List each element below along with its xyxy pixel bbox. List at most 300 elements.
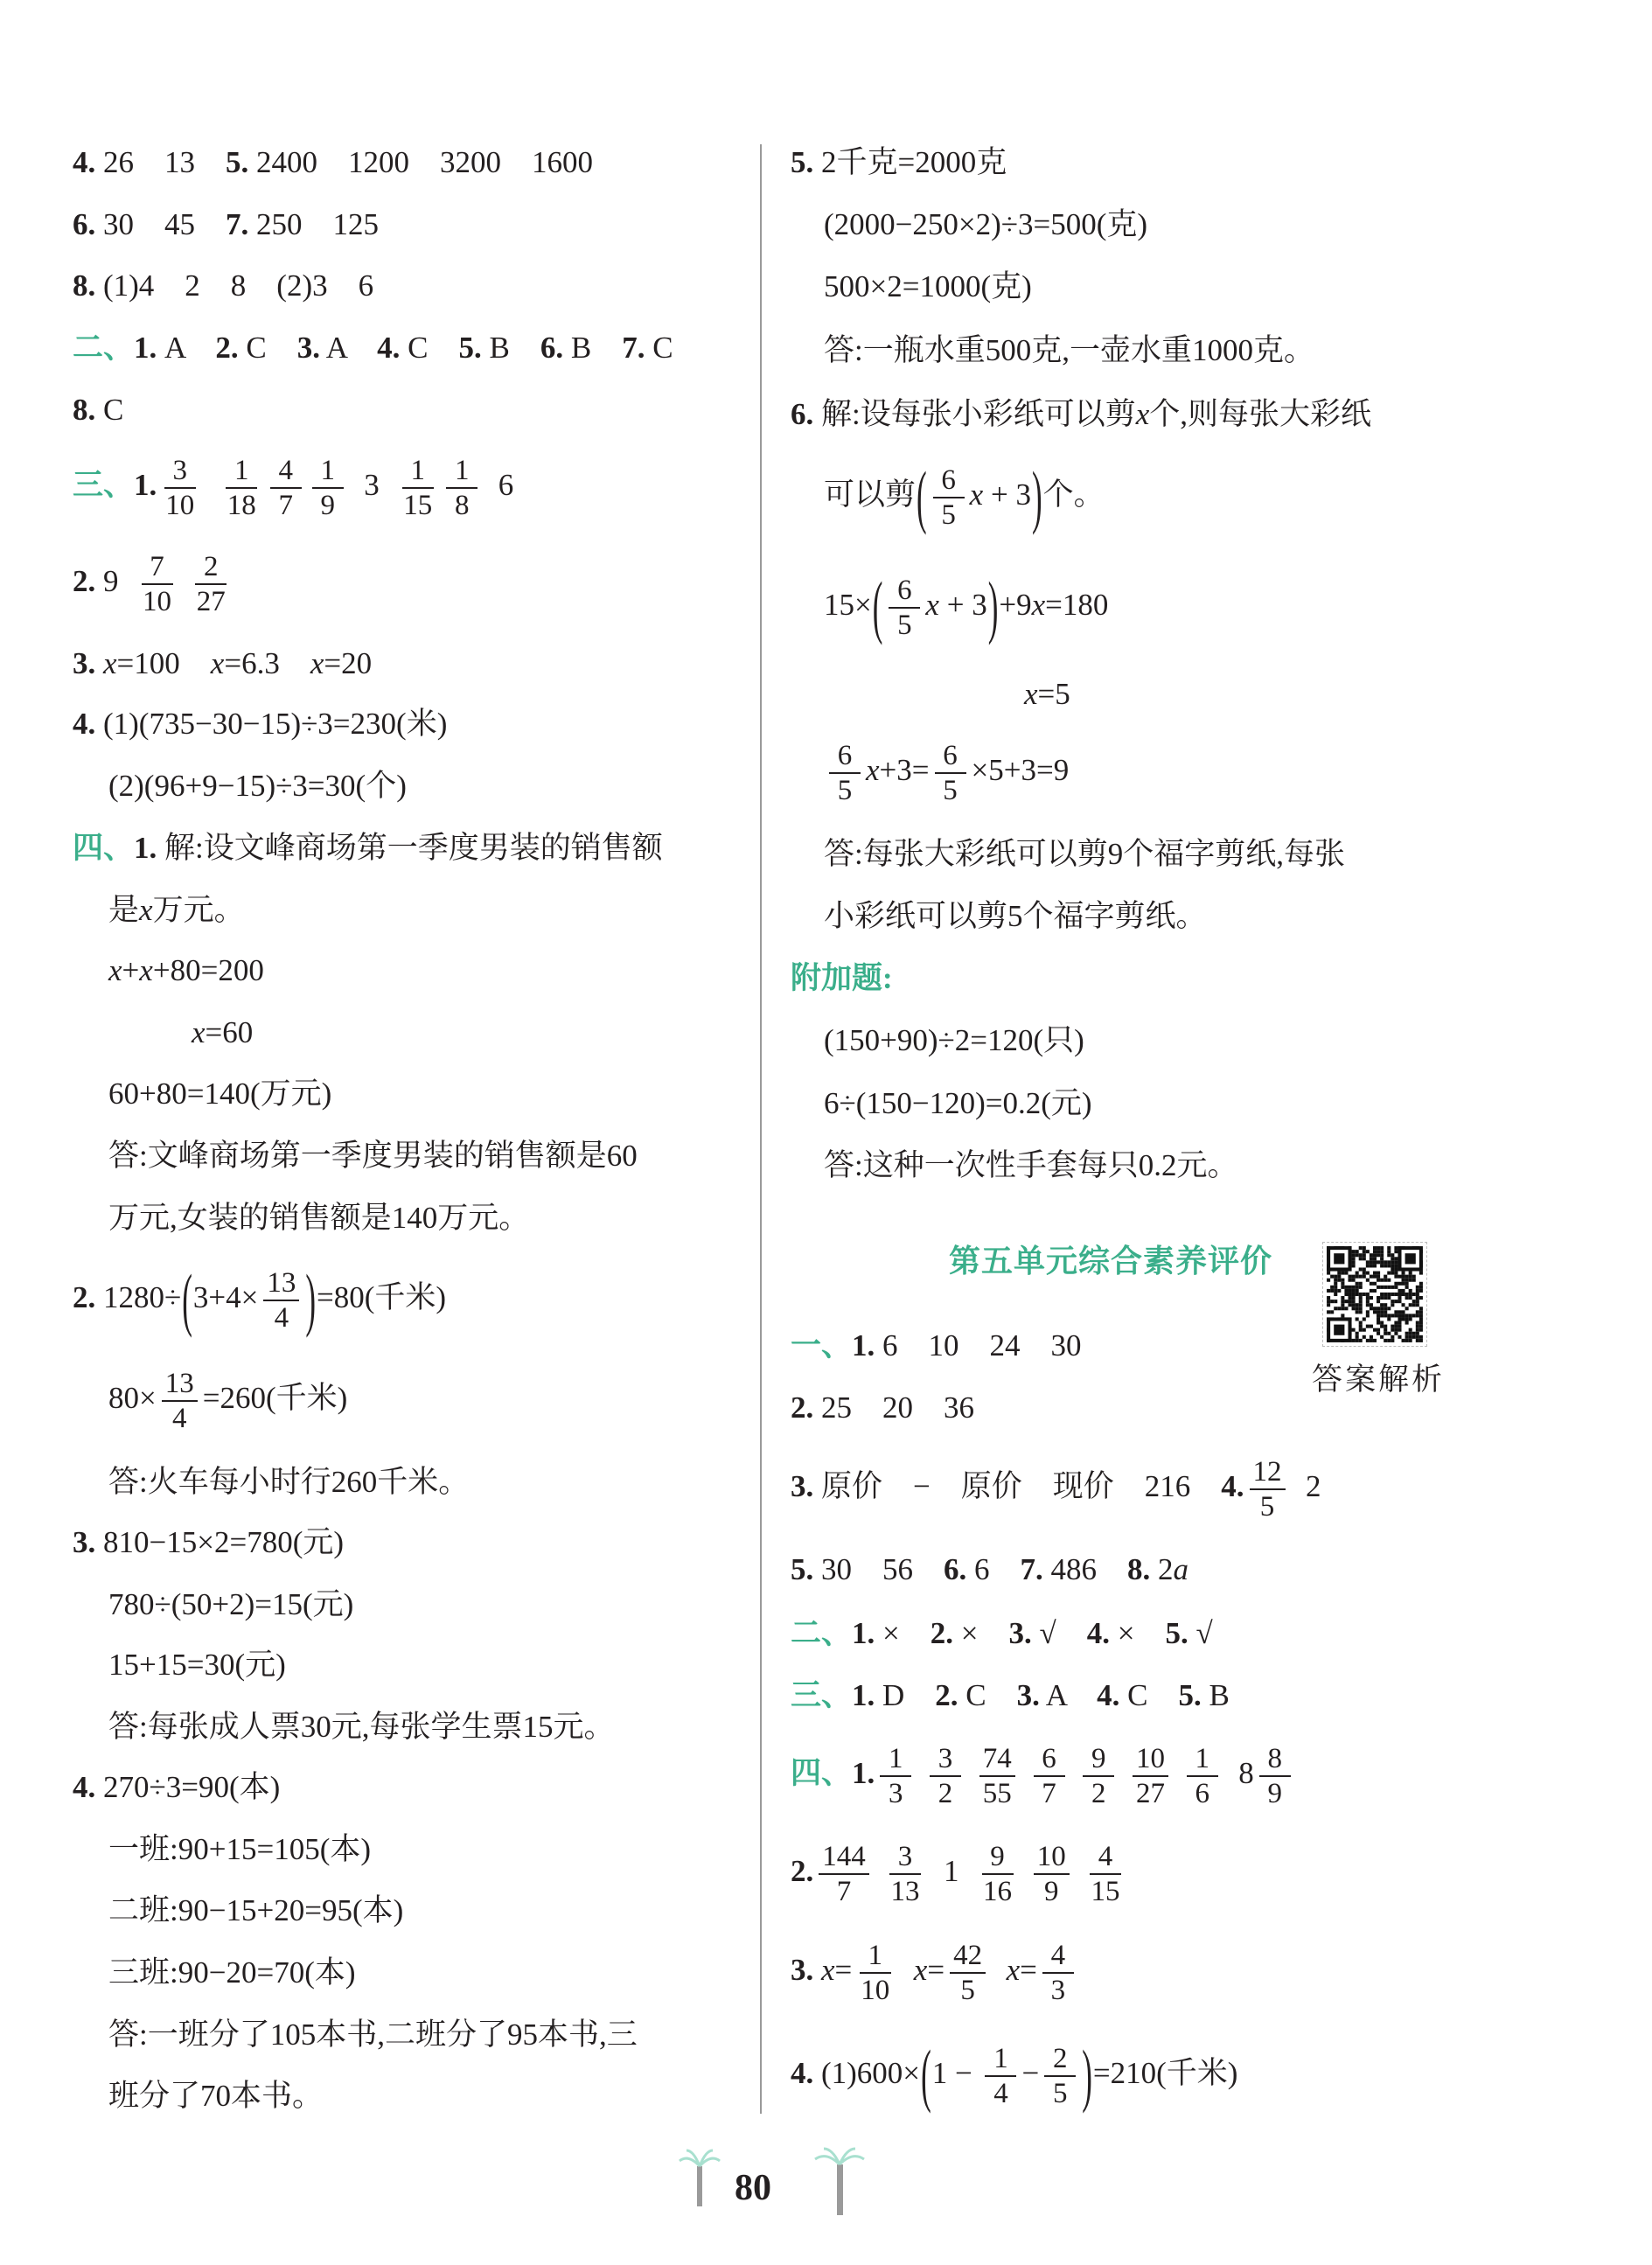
answer-text: √ — [1031, 1616, 1087, 1650]
bonus-heading — [791, 961, 893, 996]
numerator: 3 — [930, 1742, 961, 1777]
answer-text: 500×2=1000(克) — [824, 269, 1032, 303]
answer-text: × — [875, 1616, 931, 1650]
item-number: 2. — [215, 331, 239, 365]
item-number: 5. — [1165, 1616, 1188, 1650]
answer-line — [108, 1955, 356, 1990]
answer-line — [791, 1328, 1082, 1363]
answer-text: C — [1119, 1678, 1179, 1712]
big-paren: ( — [921, 2036, 931, 2115]
denominator: 13 — [890, 1876, 920, 1907]
fraction — [162, 454, 198, 522]
answer-text: × — [953, 1616, 1009, 1650]
answer-line — [73, 1525, 344, 1560]
answer-line — [824, 1023, 1084, 1058]
numerator: 8 — [1259, 1742, 1291, 1777]
denominator: 8 — [455, 490, 470, 521]
item-number: 4. — [1086, 1616, 1110, 1650]
item-number: 3. — [1016, 1678, 1040, 1712]
fraction — [312, 454, 344, 522]
answer-line — [108, 1648, 286, 1683]
answer-line — [73, 393, 123, 428]
answer-text: 1280÷ — [95, 1280, 182, 1315]
item-number: 3. — [1008, 1616, 1032, 1650]
answer-text: 答:一瓶水重500克,一壶水重1000克。 — [824, 333, 1314, 367]
fraction — [139, 550, 175, 618]
item-number: 4. — [1221, 1469, 1244, 1504]
answer-text: (2000−250×2)÷3=500(克) — [824, 207, 1148, 241]
answer-text — [898, 1953, 914, 1987]
fraction — [1083, 1742, 1114, 1810]
fraction — [263, 1266, 299, 1335]
answer-line — [73, 268, 373, 303]
variable: x — [821, 1953, 835, 1988]
answer-text: 6 — [966, 1552, 1021, 1586]
numerator: 1 — [860, 1939, 891, 1974]
answer-text: 个。 — [1042, 477, 1105, 512]
denominator: 2 — [938, 1778, 953, 1809]
numerator: 6 — [829, 739, 861, 774]
variable: x — [108, 953, 122, 987]
answer-line — [73, 831, 663, 866]
answer-text: +80=200 — [152, 953, 264, 987]
answer-text: D — [875, 1678, 936, 1712]
answer-text — [1021, 1854, 1028, 1888]
answer-line — [791, 2036, 1238, 2115]
answer-text — [917, 1756, 924, 1790]
numerator: 3 — [889, 1840, 921, 1875]
answer-text: 答:这种一次性手套每只0.2元。 — [824, 1148, 1238, 1182]
answer-text: 6 10 24 30 — [875, 1328, 1082, 1362]
answer-line — [108, 1465, 469, 1500]
item-number: 1. — [852, 1756, 875, 1791]
item-number: 5. — [1178, 1678, 1202, 1712]
big-paren: ) — [1031, 457, 1042, 536]
denominator: 27 — [196, 586, 226, 617]
numerator: 1 — [880, 1742, 911, 1777]
numerator: 3 — [164, 454, 196, 489]
fraction — [1187, 1742, 1218, 1810]
answer-text: (2)(96+9−15)÷3=30(个) — [108, 769, 407, 803]
big-paren: ) — [305, 1260, 317, 1339]
item-number: 1. — [134, 331, 157, 365]
answer-text: =100 — [116, 646, 211, 680]
fraction — [888, 1840, 924, 1908]
fraction — [224, 454, 260, 522]
answer-text — [203, 468, 219, 502]
fraction — [950, 1939, 986, 2007]
answer-text: 1 − — [931, 2056, 980, 2091]
answer-line — [824, 568, 1109, 646]
variable: x — [1031, 588, 1046, 623]
answer-line — [791, 1616, 1213, 1651]
fraction — [829, 739, 861, 807]
item-number: 7. — [226, 207, 249, 241]
answer-text: =6.3 — [224, 646, 310, 680]
answer-line — [108, 893, 245, 928]
fraction — [1133, 1742, 1168, 1810]
answer-text — [1174, 1756, 1181, 1790]
answer-line — [73, 550, 234, 618]
denominator: 4 — [274, 1302, 289, 1334]
item-number: 4. — [73, 707, 96, 741]
numerator: 9 — [982, 1840, 1014, 1875]
fraction — [1034, 1742, 1065, 1810]
answer-text: 三班:90−20=70(本) — [108, 1955, 356, 1990]
denominator: 4 — [172, 1403, 187, 1434]
answer-text: 答:文峰商场第一季度男装的销售额是60 — [108, 1139, 638, 1173]
answer-text: 8 — [1223, 1756, 1254, 1791]
palm-tree-icon — [678, 2147, 721, 2208]
variable: x — [969, 477, 984, 512]
answer-text: 解:设文峰商场第一季度男装的销售额 — [157, 831, 663, 865]
fraction — [1044, 2042, 1076, 2110]
answer-text: 原价 − 原价 现价 216 — [813, 1469, 1222, 1504]
answer-text — [991, 1953, 1007, 1987]
item-number: 6. — [540, 331, 564, 365]
answer-text: 30 56 — [813, 1552, 944, 1586]
answer-text: 万元,女装的销售额是140万元。 — [108, 1201, 530, 1235]
answer-line — [108, 2079, 323, 2114]
answer-line — [108, 1367, 347, 1435]
answer-text — [875, 1854, 882, 1888]
fraction — [1250, 1455, 1286, 1523]
item-number: 2. — [791, 1854, 814, 1889]
answer-line — [73, 145, 593, 180]
answer-text: 个,则每张大彩纸 — [1149, 397, 1372, 431]
denominator: 2 — [1091, 1778, 1106, 1809]
big-paren: ( — [917, 457, 927, 536]
numerator: 10 — [1133, 1742, 1168, 1777]
qr-code-icon[interactable] — [1322, 1242, 1427, 1347]
answer-text: 答:每张成人票30元,每张学生票15元。 — [108, 1710, 615, 1744]
answer-text: 二班:90−15+20=95(本) — [108, 1893, 404, 1927]
answer-line — [791, 1840, 1129, 1908]
item-number: 6. — [944, 1552, 967, 1586]
numerator: 13 — [263, 1266, 299, 1301]
denominator: 10 — [861, 1975, 890, 2006]
answer-text — [1119, 1756, 1127, 1790]
answer-line — [824, 1148, 1237, 1183]
answer-line — [1024, 677, 1070, 712]
answer-line — [791, 1742, 1296, 1810]
item-number: 4. — [791, 2056, 814, 2091]
item-number: 2. — [791, 1390, 814, 1425]
denominator: 15 — [1091, 1876, 1120, 1907]
answer-text: 810−15×2=780(元) — [95, 1525, 345, 1559]
denominator: 5 — [1259, 1491, 1275, 1523]
palm-tree-icon — [813, 2147, 866, 2217]
answer-text: =5 — [1037, 677, 1070, 711]
answer-line — [73, 331, 673, 366]
denominator: 3 — [1050, 1975, 1066, 2006]
item-number: 8. — [73, 268, 96, 303]
answer-line — [824, 333, 1314, 368]
answer-text: + 3 — [938, 588, 987, 623]
numerator: 4 — [270, 454, 302, 489]
answer-line — [108, 2018, 638, 2052]
denominator: 10 — [143, 586, 171, 617]
answer-text: 26 13 — [95, 145, 226, 179]
answer-text: ×5+3=9 — [971, 753, 1070, 788]
denominator: 7 — [836, 1876, 852, 1907]
denominator: 7 — [278, 490, 294, 521]
numerator: 6 — [933, 463, 965, 498]
variable: x — [1006, 1953, 1021, 1988]
item-number: 4. — [73, 145, 96, 179]
numerator: 6 — [935, 739, 966, 774]
section-label: 附加题: — [791, 961, 893, 995]
answer-line — [108, 1832, 371, 1867]
item-number: 5. — [458, 331, 482, 365]
variable: x — [103, 646, 117, 680]
answer-text — [95, 646, 103, 680]
answer-line — [73, 454, 513, 522]
answer-text: 一班:90+15=105(本) — [108, 1832, 372, 1866]
answer-text: 780÷(50+2)=15(元) — [108, 1587, 354, 1621]
numerator: 1 — [402, 454, 434, 489]
answer-line — [108, 1139, 638, 1174]
answer-line — [192, 1015, 253, 1050]
answer-line — [824, 899, 1207, 934]
fraction — [193, 550, 229, 618]
answer-text: 答:火车每小时行260千米。 — [108, 1465, 470, 1499]
item-number: 5. — [791, 145, 814, 179]
answer-line — [108, 769, 407, 804]
variable: x — [913, 1953, 928, 1988]
answer-text: 25 20 36 — [813, 1390, 974, 1425]
numerator: 2 — [1044, 2042, 1076, 2077]
answer-line — [824, 1086, 1092, 1121]
denominator: 15 — [403, 490, 433, 521]
answer-text: = — [834, 1953, 853, 1988]
section-title: 第五单元综合素养评价 — [949, 1244, 1273, 1279]
variable: x — [1024, 677, 1038, 711]
fraction — [400, 454, 436, 522]
answer-text: 30 45 — [95, 207, 226, 241]
numerator: 9 — [1083, 1742, 1114, 1777]
answer-text: 250 125 — [248, 207, 379, 241]
answer-text: A — [1039, 1678, 1098, 1712]
page-number: 80 — [735, 2168, 771, 2208]
answer-text: 9 — [95, 564, 134, 599]
answer-text: +3= — [879, 753, 930, 788]
answer-text: 是 — [108, 893, 140, 927]
numerator: 6 — [1034, 1742, 1065, 1777]
answer-line — [791, 1455, 1321, 1523]
fraction — [819, 1840, 869, 1908]
item-number: 2. — [935, 1678, 958, 1712]
answer-text: A — [157, 331, 216, 365]
denominator: 6 — [1195, 1778, 1210, 1809]
answer-line — [791, 1939, 1079, 2007]
answer-line — [824, 837, 1345, 872]
variable: x — [139, 953, 153, 987]
answer-text: (150+90)÷2=120(只) — [824, 1023, 1084, 1057]
item-number: 4. — [73, 1770, 96, 1804]
column-divider — [760, 144, 762, 2114]
answer-text — [1021, 1756, 1028, 1790]
fraction — [933, 463, 965, 532]
answer-text — [180, 564, 188, 598]
denominator: 10 — [165, 490, 195, 521]
answer-text: B — [1201, 1678, 1230, 1712]
answer-text: 小彩纸可以剪5个福字剪纸。 — [824, 899, 1207, 933]
answer-text: (1)(735−30−15)÷3=230(米) — [95, 707, 448, 741]
denominator: 18 — [227, 490, 256, 521]
numerator: 1 — [1187, 1742, 1218, 1777]
answer-text: + 3 — [983, 477, 1031, 512]
fraction — [985, 2042, 1016, 2110]
answer-text — [1075, 1854, 1083, 1888]
answer-line — [108, 1077, 331, 1112]
item-number: 7. — [1020, 1552, 1043, 1586]
answer-text: 2千克=2000克 — [813, 145, 1007, 179]
answer-text: 可以剪 — [824, 477, 917, 512]
answer-line — [73, 646, 372, 681]
fraction — [979, 1742, 1015, 1810]
variable: x — [192, 1015, 206, 1049]
answer-text: 解:设每张小彩纸可以剪 — [813, 397, 1136, 431]
variable: x — [310, 646, 324, 680]
answer-text: (1)600× — [813, 2056, 921, 2091]
fraction — [1042, 1939, 1074, 2007]
answer-text: C — [645, 331, 673, 365]
item-number: 6. — [791, 397, 814, 431]
fraction — [162, 1367, 198, 1435]
answer-text: 6 — [483, 468, 514, 503]
item-number: 3. — [791, 1953, 814, 1988]
qr-label: 答案解析 — [1312, 1362, 1446, 1397]
item-number: 6. — [73, 207, 96, 241]
answer-text: (1)4 2 8 (2)3 6 — [95, 268, 374, 303]
fraction — [935, 739, 966, 807]
answer-line — [791, 397, 1371, 432]
answer-text: 15× — [824, 588, 872, 623]
answer-text: 答:每张大彩纸可以剪9个福字剪纸,每张 — [824, 837, 1345, 871]
denominator: 27 — [1136, 1778, 1166, 1809]
numerator: 10 — [1034, 1840, 1070, 1875]
answer-line — [824, 457, 1105, 536]
answer-text: C — [400, 331, 459, 365]
section-label: 三、 — [73, 468, 135, 503]
item-number: 1. — [852, 1678, 875, 1712]
numerator: 1 — [226, 454, 257, 489]
answer-text: =60 — [205, 1015, 254, 1049]
fraction — [1088, 1840, 1124, 1908]
answer-text: B — [563, 331, 623, 365]
variable: x — [139, 893, 153, 927]
item-number: 8. — [1127, 1552, 1151, 1586]
numerator: 144 — [819, 1840, 869, 1875]
item-number: 4. — [377, 331, 401, 365]
answer-line — [73, 1770, 280, 1805]
answer-text: =20 — [324, 646, 373, 680]
answer-text: =80(千米) — [317, 1280, 447, 1315]
answer-text: +9 — [999, 588, 1032, 623]
section-label: 一、 — [791, 1328, 853, 1362]
big-paren: ( — [872, 568, 883, 646]
denominator: 5 — [897, 610, 912, 641]
answer-text: 万元。 — [152, 893, 245, 927]
variable: x — [925, 588, 939, 623]
answer-text: 3 — [348, 468, 395, 503]
numerator: 1 — [446, 454, 477, 489]
variable: a — [1173, 1552, 1188, 1586]
denominator: 4 — [993, 2078, 1008, 2109]
answer-text: B — [481, 331, 540, 365]
big-paren: ( — [182, 1260, 192, 1339]
denominator: 9 — [1044, 1876, 1059, 1907]
answer-text — [966, 1756, 974, 1790]
answer-text: + — [122, 953, 140, 987]
answer-text: − — [1021, 2056, 1040, 2091]
section-label: 二、 — [791, 1616, 853, 1650]
variable: x — [210, 646, 225, 680]
item-number: 5. — [791, 1552, 814, 1586]
answer-text: 1 — [928, 1854, 974, 1889]
answer-line — [108, 1587, 353, 1622]
answer-text: 15+15=30(元) — [108, 1648, 286, 1682]
numerator: 4 — [1090, 1840, 1121, 1875]
answer-line — [791, 145, 1007, 180]
answer-text: × — [1109, 1616, 1166, 1650]
big-paren: ) — [1082, 2036, 1092, 2115]
numerator: 2 — [195, 550, 227, 585]
answer-text — [1070, 1756, 1078, 1790]
variable: x — [1135, 397, 1150, 431]
denominator: 9 — [320, 490, 336, 521]
fraction — [889, 574, 920, 642]
answer-line — [108, 1893, 403, 1928]
denominator: 3 — [889, 1778, 903, 1809]
answer-line — [108, 953, 264, 988]
answer-text: 班分了70本书。 — [108, 2079, 324, 2113]
item-number: 1. — [134, 831, 157, 865]
numerator: 74 — [979, 1742, 1015, 1777]
answer-text: 3+4× — [192, 1280, 259, 1315]
numerator: 4 — [1042, 1939, 1074, 1974]
answer-text: 2400 1200 3200 1600 — [248, 145, 593, 179]
answer-text: 2 — [1150, 1552, 1174, 1586]
answer-line — [108, 1710, 614, 1745]
denominator: 5 — [960, 1975, 975, 2006]
answer-text: A — [319, 331, 378, 365]
denominator: 5 — [941, 499, 956, 531]
answer-text: 6÷(150−120)=0.2(元) — [824, 1086, 1092, 1120]
answer-line — [791, 1678, 1230, 1713]
numerator: 1 — [985, 2042, 1016, 2077]
numerator: 7 — [142, 550, 173, 585]
numerator: 1 — [312, 454, 344, 489]
item-number: 3. — [791, 1469, 814, 1504]
item-number: 7. — [622, 331, 645, 365]
item-number: 4. — [1097, 1678, 1120, 1712]
section-label: 四、 — [791, 1756, 853, 1791]
item-number: 3. — [73, 646, 96, 680]
answer-line — [824, 739, 1069, 807]
denominator: 55 — [982, 1778, 1012, 1809]
denominator: 5 — [837, 775, 853, 806]
item-number: 2. — [73, 1280, 96, 1315]
item-number: 1. — [852, 1328, 875, 1362]
item-number: 2. — [930, 1616, 954, 1650]
fraction — [446, 454, 477, 522]
item-number: 3. — [73, 1525, 96, 1559]
answer-text: 60+80=140(万元) — [108, 1077, 332, 1111]
item-number: 2. — [73, 564, 96, 599]
denominator: 7 — [1042, 1778, 1056, 1809]
